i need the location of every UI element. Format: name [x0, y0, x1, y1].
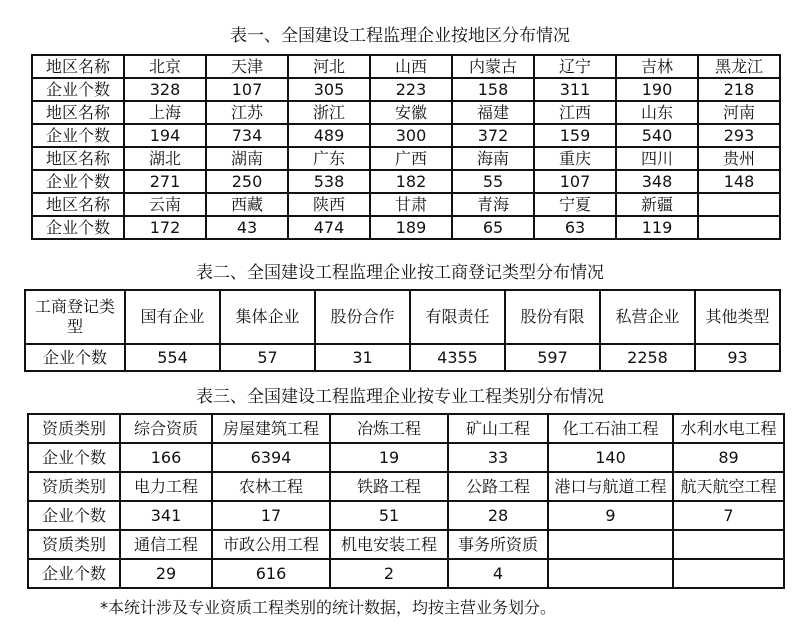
region-count-cell: 148	[698, 170, 780, 193]
row-label-region: 地区名称	[32, 193, 124, 216]
region-name-cell: 河南	[698, 101, 780, 124]
region-name-cell: 山东	[616, 101, 698, 124]
registration-count-cell: 554	[125, 344, 220, 371]
region-count-cell: 194	[124, 124, 206, 147]
registration-type-cell: 其他类型	[695, 290, 780, 344]
category-name-cell: 冶炼工程	[330, 414, 448, 443]
region-name-cell: 广西	[370, 147, 452, 170]
row-label-count: 企业个数	[28, 443, 120, 472]
category-name-cell: 房屋建筑工程	[212, 414, 330, 443]
region-name-cell: 江西	[534, 101, 616, 124]
table1-caption: 表一、全国建设工程监理企业按地区分布情况	[230, 26, 570, 46]
region-table	[31, 54, 781, 240]
region-count-cell: 172	[124, 216, 206, 239]
category-name-cell: 公路工程	[448, 472, 548, 501]
category-name-cell: 市政公用工程	[212, 530, 330, 559]
category-name-cell: 航天航空工程	[673, 472, 784, 501]
row-label-count: 企业个数	[32, 78, 124, 101]
region-count-cell: 218	[698, 78, 780, 101]
category-count-row	[28, 559, 784, 588]
region-name-cell: 西藏	[206, 193, 288, 216]
region-name-cell: 河北	[288, 55, 370, 78]
category-count-cell: 4	[448, 559, 548, 588]
region-name-row	[32, 101, 780, 124]
region-name-cell: 吉林	[616, 55, 698, 78]
region-name-cell: 广东	[288, 147, 370, 170]
region-name-cell: 云南	[124, 193, 206, 216]
region-count-cell: 372	[452, 124, 534, 147]
category-count-cell: 166	[120, 443, 212, 472]
category-count-cell: 51	[330, 501, 448, 530]
region-name-cell	[698, 193, 780, 216]
registration-type-cell: 股份合作	[315, 290, 410, 344]
row-label-region: 地区名称	[32, 101, 124, 124]
category-count-cell: 616	[212, 559, 330, 588]
region-count-cell: 189	[370, 216, 452, 239]
region-name-row	[32, 55, 780, 78]
region-name-cell: 天津	[206, 55, 288, 78]
region-name-cell: 安徽	[370, 101, 452, 124]
category-name-row	[28, 414, 784, 443]
region-count-cell: 271	[124, 170, 206, 193]
region-name-cell: 湖北	[124, 147, 206, 170]
registration-type-cell: 集体企业	[220, 290, 315, 344]
category-name-cell	[673, 530, 784, 559]
row-label-count: 企业个数	[32, 216, 124, 239]
region-name-cell: 北京	[124, 55, 206, 78]
region-count-cell: 293	[698, 124, 780, 147]
region-count-cell: 540	[616, 124, 698, 147]
row-label-count: 企业个数	[25, 344, 125, 371]
category-count-cell	[673, 559, 784, 588]
registration-count-cell: 31	[315, 344, 410, 371]
category-count-cell: 7	[673, 501, 784, 530]
category-count-row	[28, 443, 784, 472]
region-name-cell: 宁夏	[534, 193, 616, 216]
region-count-row	[32, 216, 780, 239]
region-count-cell: 734	[206, 124, 288, 147]
row-label-count: 企业个数	[28, 501, 120, 530]
region-count-cell: 119	[616, 216, 698, 239]
region-count-cell: 328	[124, 78, 206, 101]
region-name-cell: 山西	[370, 55, 452, 78]
region-count-cell: 489	[288, 124, 370, 147]
category-name-cell: 港口与航道工程	[548, 472, 673, 501]
footnote: *本统计涉及专业资质工程类别的统计数据，均按主营业务划分。	[100, 598, 557, 617]
region-count-cell: 159	[534, 124, 616, 147]
category-count-cell: 19	[330, 443, 448, 472]
category-count-cell: 17	[212, 501, 330, 530]
category-count-cell: 9	[548, 501, 673, 530]
registration-count-row	[25, 344, 780, 371]
region-name-cell: 湖南	[206, 147, 288, 170]
category-name-cell: 化工石油工程	[548, 414, 673, 443]
region-count-cell: 300	[370, 124, 452, 147]
qualification-category-table	[27, 413, 785, 589]
registration-type-header-row	[25, 290, 780, 344]
region-count-cell: 107	[206, 78, 288, 101]
region-count-cell: 65	[452, 216, 534, 239]
registration-type-cell: 股份有限	[505, 290, 600, 344]
region-count-cell: 107	[534, 170, 616, 193]
region-name-cell: 贵州	[698, 147, 780, 170]
region-count-cell	[698, 216, 780, 239]
category-count-cell: 89	[673, 443, 784, 472]
region-name-cell: 浙江	[288, 101, 370, 124]
region-name-cell: 四川	[616, 147, 698, 170]
region-name-cell: 甘肃	[370, 193, 452, 216]
row-label-registration-type: 工商登记类型	[25, 290, 125, 344]
category-name-cell: 矿山工程	[448, 414, 548, 443]
row-label-count: 企业个数	[28, 559, 120, 588]
region-name-cell: 新疆	[616, 193, 698, 216]
table2-caption: 表二、全国建设工程监理企业按工商登记类型分布情况	[196, 263, 604, 283]
category-name-row	[28, 530, 784, 559]
region-name-cell: 青海	[452, 193, 534, 216]
region-count-cell: 158	[452, 78, 534, 101]
category-name-cell: 铁路工程	[330, 472, 448, 501]
registration-count-cell: 93	[695, 344, 780, 371]
row-label-category: 资质类别	[28, 472, 120, 501]
table3-caption: 表三、全国建设工程监理企业按专业工程类别分布情况	[196, 387, 604, 407]
region-count-row	[32, 170, 780, 193]
category-name-cell: 水利水电工程	[673, 414, 784, 443]
region-name-cell: 福建	[452, 101, 534, 124]
region-count-cell: 190	[616, 78, 698, 101]
category-name-cell: 综合资质	[120, 414, 212, 443]
category-name-cell: 通信工程	[120, 530, 212, 559]
region-name-cell: 重庆	[534, 147, 616, 170]
region-count-cell: 55	[452, 170, 534, 193]
region-name-cell: 海南	[452, 147, 534, 170]
region-count-row	[32, 78, 780, 101]
category-count-cell: 140	[548, 443, 673, 472]
region-count-cell: 182	[370, 170, 452, 193]
registration-count-cell: 57	[220, 344, 315, 371]
category-count-cell: 29	[120, 559, 212, 588]
registration-type-cell: 私营企业	[600, 290, 695, 344]
region-count-cell: 223	[370, 78, 452, 101]
category-count-cell: 341	[120, 501, 212, 530]
region-count-cell: 43	[206, 216, 288, 239]
row-label-count: 企业个数	[32, 170, 124, 193]
row-label-count: 企业个数	[32, 124, 124, 147]
region-count-cell: 538	[288, 170, 370, 193]
region-name-cell: 辽宁	[534, 55, 616, 78]
region-count-cell: 63	[534, 216, 616, 239]
region-name-cell: 黑龙江	[698, 55, 780, 78]
registration-type-cell: 国有企业	[125, 290, 220, 344]
category-count-cell	[548, 559, 673, 588]
row-label-category: 资质类别	[28, 414, 120, 443]
category-name-cell: 事务所资质	[448, 530, 548, 559]
category-name-cell: 机电安装工程	[330, 530, 448, 559]
region-count-row	[32, 124, 780, 147]
row-label-category: 资质类别	[28, 530, 120, 559]
registration-count-cell: 597	[505, 344, 600, 371]
region-name-row	[32, 193, 780, 216]
registration-type-cell: 有限责任	[410, 290, 505, 344]
category-name-cell: 农林工程	[212, 472, 330, 501]
registration-type-table	[24, 289, 781, 372]
region-name-cell: 上海	[124, 101, 206, 124]
row-label-region: 地区名称	[32, 147, 124, 170]
region-count-cell: 474	[288, 216, 370, 239]
category-count-cell: 2	[330, 559, 448, 588]
region-name-cell: 陕西	[288, 193, 370, 216]
category-name-cell	[548, 530, 673, 559]
category-name-row	[28, 472, 784, 501]
row-label-region: 地区名称	[32, 55, 124, 78]
category-count-row	[28, 501, 784, 530]
category-name-cell: 电力工程	[120, 472, 212, 501]
region-count-cell: 250	[206, 170, 288, 193]
category-count-cell: 28	[448, 501, 548, 530]
region-name-cell: 江苏	[206, 101, 288, 124]
registration-count-cell: 4355	[410, 344, 505, 371]
region-count-cell: 311	[534, 78, 616, 101]
region-count-cell: 348	[616, 170, 698, 193]
region-count-cell: 305	[288, 78, 370, 101]
category-count-cell: 33	[448, 443, 548, 472]
registration-count-cell: 2258	[600, 344, 695, 371]
category-count-cell: 6394	[212, 443, 330, 472]
region-name-cell: 内蒙古	[452, 55, 534, 78]
region-name-row	[32, 147, 780, 170]
